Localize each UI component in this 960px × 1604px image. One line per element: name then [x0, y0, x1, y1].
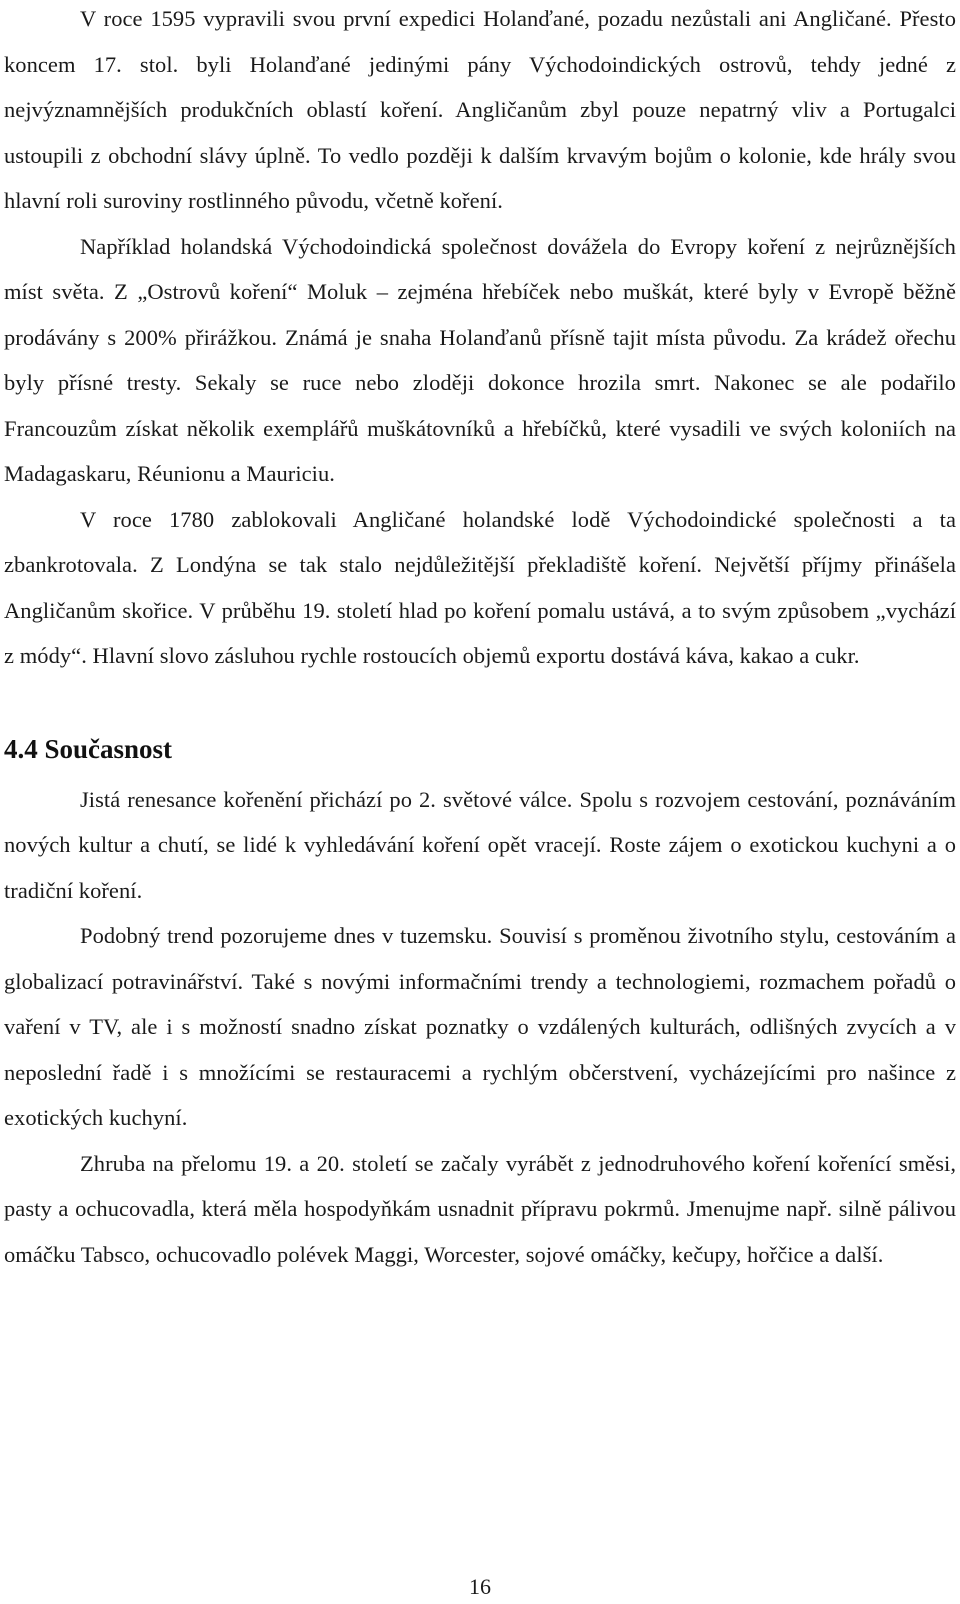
section-title: Současnost: [44, 733, 173, 764]
paragraph-east-india-company: Například holandská Východoindická společnost dovážela do Evropy koření z nejrůznějších míst světa. Z „Ostrovů koření“ Moluk – zejména hřebíček nebo muškát, které byly v Evropě běžně prodávány s 200% přirážkou. Známá je snaha Holanďanů přísně tajit místa původu. Za krádež ořechu byly přísné tresty. Sekaly se ruce nebo zloději dokonce hrozila smrt. Nakonec se ale podařilo Francouzům získat několik exemplářů muškátovníků a hřebíčků, které vysadili ve svých koloniích na Madagaskaru, Réunionu a Mauriciu.: [4, 233, 956, 486]
page-number: 16: [469, 1574, 491, 1599]
document-page: [4, 0, 956, 1277]
paragraph-domestic-trend: Podobný trend pozorujeme dnes v tuzemsku. Souvisí s proměnou životního stylu, cestováním a globalizací potravinářství. Také s novými informačními trendy a technologiemi, rozmachem pořadů o vaření v TV, ale i s možností snadno získat poznatky o vzdálených kulturách, odlišných zvycích a v neposlední řadě i s množícími se restauracemi a rychlým občerstvení, vycházejícími pro našince z exotických kuchyní.: [4, 923, 956, 1130]
section-heading: [4, 733, 956, 765]
paragraph-renaissance: Jistá renesance kořenění přichází po 2. světové válce. Spolu s rozvojem cestování, poznáváním nových kultur a chutí, se lidé k vyhledávání koření opět vracejí. Roste zájem o exotickou kuchyni a o tradiční koření.: [4, 786, 956, 903]
paragraph-spice-mixtures: Zhruba na přelomu 19. a 20. století se začaly vyrábět z jednodruhového koření kořenící směsi, pasty a ochucovadla, která měla hospodyňkám usnadnit přípravu pokrmů. Jmenujme např. silně pálivou omáčku Tabsco, ochucovadlo polévek Maggi, Worcester, sojové omáčky, kečupy, hořčice a další.: [4, 1150, 956, 1267]
paragraph-dutch-expedition: V roce 1595 vypravili svou první expedici Holanďané, pozadu nezůstali ani Angličané. Přesto koncem 17. stol. byli Holanďané jedinými pány Východoindických ostrovů, tehdy jedné z nejvýznamnějších produkčních oblastí koření. Angličanům zbyl pouze nepatrný vliv a Portugalci ustoupili z obchodní slávy úplně. To vedlo později k dalším krvavým bojům o kolonie, kde hrály svou hlavní roli suroviny rostlinného původu, včetně koření.: [4, 6, 956, 213]
paragraph-1780-blockade: V roce 1780 zablokovali Angličané holandské lodě Východoindické společnosti a ta zbankrotovala. Z Londýna se tak stalo nejdůležitější překladiště koření. Největší příjmy přinášela Angličanům skořice. V průběhu 19. století hlad po koření pomalu ustává, a to svým způsobem „vychází z módy“. Hlavní slovo zásluhou rychle rostoucích objemů exportu dostává káva, kakao a cukr.: [4, 506, 956, 668]
section-number: 4.4: [4, 733, 38, 764]
